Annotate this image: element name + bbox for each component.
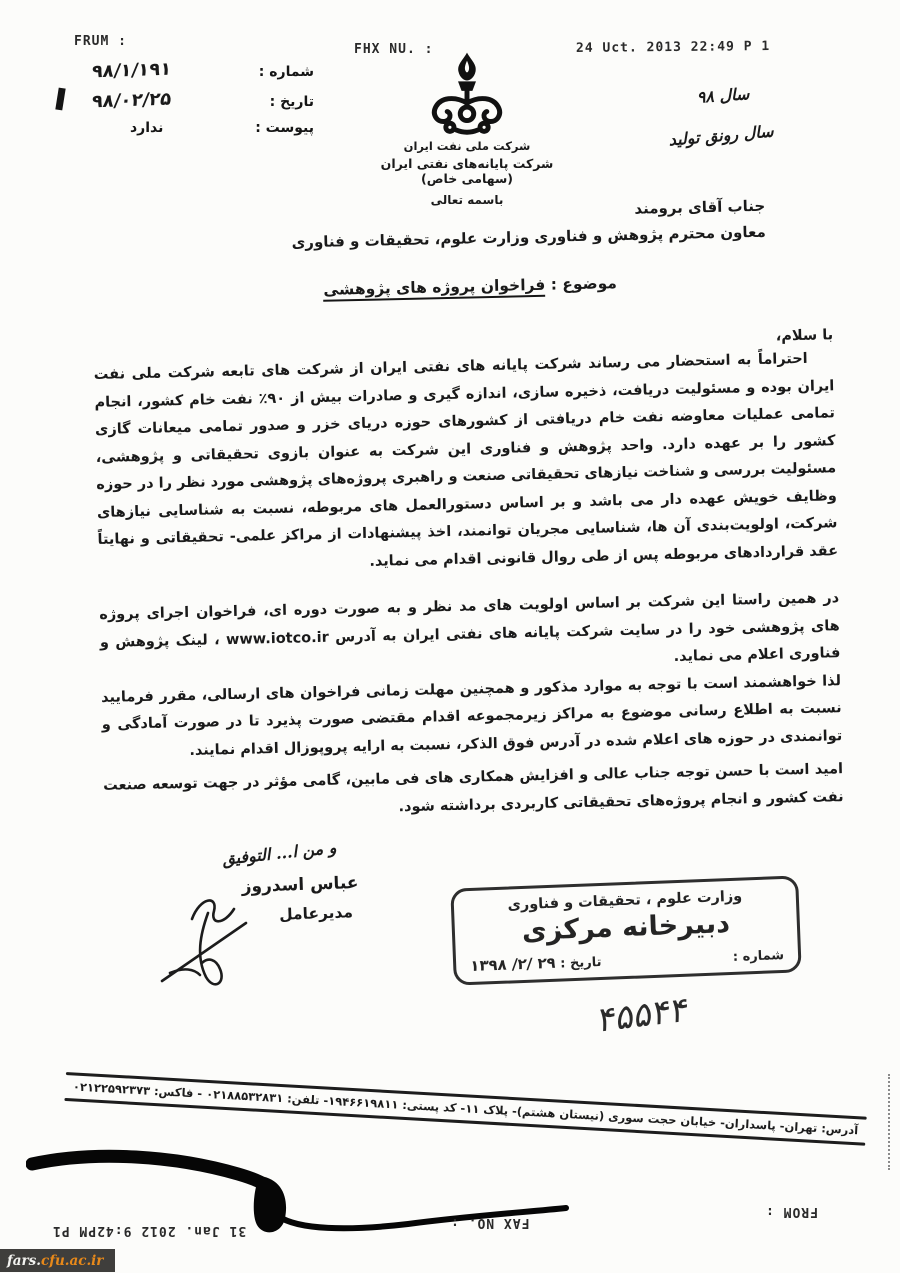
number-label: شماره : [258, 64, 314, 80]
fax-bottom-from-label: FROM : [765, 1204, 818, 1219]
fax-from-label: FRUM : [74, 34, 127, 49]
watermark-prefix: fars. [7, 1252, 41, 1269]
subject-line [57, 274, 617, 305]
subject-label: موضوع : [550, 274, 618, 294]
stamp-date-value: ۱۳۹۸ /۲/ ۲۹ [469, 953, 557, 976]
stamp-date-label: تاریخ : [559, 954, 602, 972]
date-label: تاریخ : [269, 94, 314, 110]
number-value: ۹۸/۱/۱۹۱ [90, 58, 173, 83]
body-paragraph-1: احتراماً به استحضار می رساند شرکت پایانه های نفتی ایران از شرکت های تابعه شرکت ملی نفت ایران بوده و مسئولیت دریافت، ذخیره سازی، اندازه گیری و صادرات بیش از ۹۰٪ نفت خام کشور، انجام تمامی عملیات معاوضه نفت خام دریافتی از کشورهای حوزه دریای خزر و صدور تمامی میعانات گازی کشور را بر عهده دارد. واحد پژوهش و فناوری این شرکت به عنوان بازوی تحقیقاتی و پژوهشی، مسئولیت بررسی و شناخت نیازهای تحقیقاتی صنعت و راهبری پروژه‌های پژوهشی مورد نظر را در حوزه وظایف خویش عهده دار می باشد و بر اساس دستورالعمل های مربوطه، نسبت به شناسایی نیازهای شرکت، اولویت‌بندی آن ها، شناسایی مجریان توانمند، اخذ پیشنهادات از مراکز علمی- تحقیقاتی و نهایتاً عقد قراردادهای مربوطه پس از طی روال قانونی اقدام می نماید. [93, 350, 839, 570]
letterhead-meta [92, 60, 314, 145]
nioc-torch-logo-icon [422, 52, 512, 136]
letter-body [55, 191, 844, 828]
year-note: سال ۹۸ [696, 84, 750, 107]
fax-bottom-number-wrap [450, 1211, 529, 1230]
stamp-fields-row [468, 945, 786, 975]
scan-artifact-speck [55, 88, 65, 111]
company-parent-name: شرکت ملی نفت ایران [403, 139, 531, 153]
stamp-office-line: دبیرخانه مرکزی [521, 908, 731, 947]
attachment-label: پیوست : [255, 120, 314, 136]
letterhead-center [372, 52, 562, 207]
registry-stamp [450, 875, 801, 985]
fax-timestamp: 24 Uct. 2013 22:49 P 1 [575, 38, 771, 57]
body-paragraph-2: در همین راستا این شرکت بر اساس اولویت های مد نظر و به صورت دوره ای، فراخوان اجرای پروژه های پژوهشی خود را در سایت شرکت پایانه های نفتی ایران به آدرس www.iotco.ir ، لینک پژوهش و فناوری اعلام می نماید. [99, 590, 841, 665]
recipient-block [55, 193, 766, 261]
signatory-name: عباس اسدروز [241, 872, 359, 898]
letterhead-footer [64, 1072, 866, 1145]
stamp-date-field [470, 952, 602, 975]
site-watermark [0, 1249, 115, 1272]
fax-number-label: FHX NU. : [354, 42, 434, 57]
stamp-handwritten-number: ۴۵۵۴۴ [597, 989, 691, 1041]
company-name: شرکت پایانه‌های نفتی ایران (سهامی خاص) [380, 156, 554, 186]
attachment-value: ندارد [130, 120, 164, 136]
date-value: ۹۸/۰۲/۲۵ [90, 88, 173, 113]
salutation: با سلام، [775, 327, 834, 345]
signature-prayer: و من ا... التوفیق [220, 837, 337, 869]
meta-row-date [92, 90, 314, 111]
fax-bottom-timestamp-wrap [52, 1219, 246, 1238]
body-paragraph-3: لذا خواهشمند است با توجه به موارد مذکور و همچنین مهلت زمانی فراخوان های ارسالی، مقرر فرمایید نسبت به اطلاع رسانی موضوع به مراکز زیرمجموعه اقدام مقتضی صورت پذیرد تا در صورت آمادگی و توانمندی در حوزه های اعلام شده در آدرس فوق الذکر، نسبت به ارایه پروپوزال اقدام نمایند. [100, 672, 843, 759]
footer-address-line: آدرس: تهران- پاسداران- خیابان حجت سوری (نیستان هشتم)- پلاک ۱۱- کد پستی: ۱۹۴۶۶۱۹۸۱۱- تلفن: ۰۲۱۸۸۵۳۲۸۳۱ - فاکس: ۰۲۱۲۲۵۹۲۳۷۳ [72, 1079, 859, 1138]
fax-bottom-number-label: FAX NO. : [450, 1215, 530, 1230]
stamp-ministry-line: وزارت علوم ، تحقیقات و فناوری [507, 888, 743, 914]
meta-row-number [92, 60, 314, 81]
fax-bottom-timestamp: 31 Jan. 2012 9:42PM P1 [52, 1223, 247, 1238]
meta-row-attachment [92, 120, 314, 136]
body-paragraph-4: امید است با حسن توجه جناب عالی و افزایش همکاری های فی مابین، گامی مؤثر در جهت توسعه صنعت نفت کشور و انجام پروژه‌های تحقیقاتی کاربردی برداشته شود. [102, 761, 844, 815]
recipient-name: جناب آقای برومند [634, 196, 766, 218]
signatory-title: مدیرعامل [278, 903, 354, 924]
watermark-suffix: cfu.ac.ir [40, 1252, 104, 1269]
subject-text: فراخوان پروژه های پژوهشی [323, 276, 545, 302]
year-slogan: سال رونق تولید [667, 121, 775, 150]
handwritten-signature-icon [150, 885, 265, 1003]
bismillah-line: باسمه تعالی [430, 193, 504, 207]
fax-bottom-from-wrap [765, 1200, 818, 1219]
scan-artifact-dotted-edge [888, 1074, 890, 1170]
stamp-number-label: شماره : [732, 947, 785, 965]
recipient-title: معاون محترم پژوهش و فناوری وزارت علوم، تحقیقات و فناوری [291, 222, 766, 252]
